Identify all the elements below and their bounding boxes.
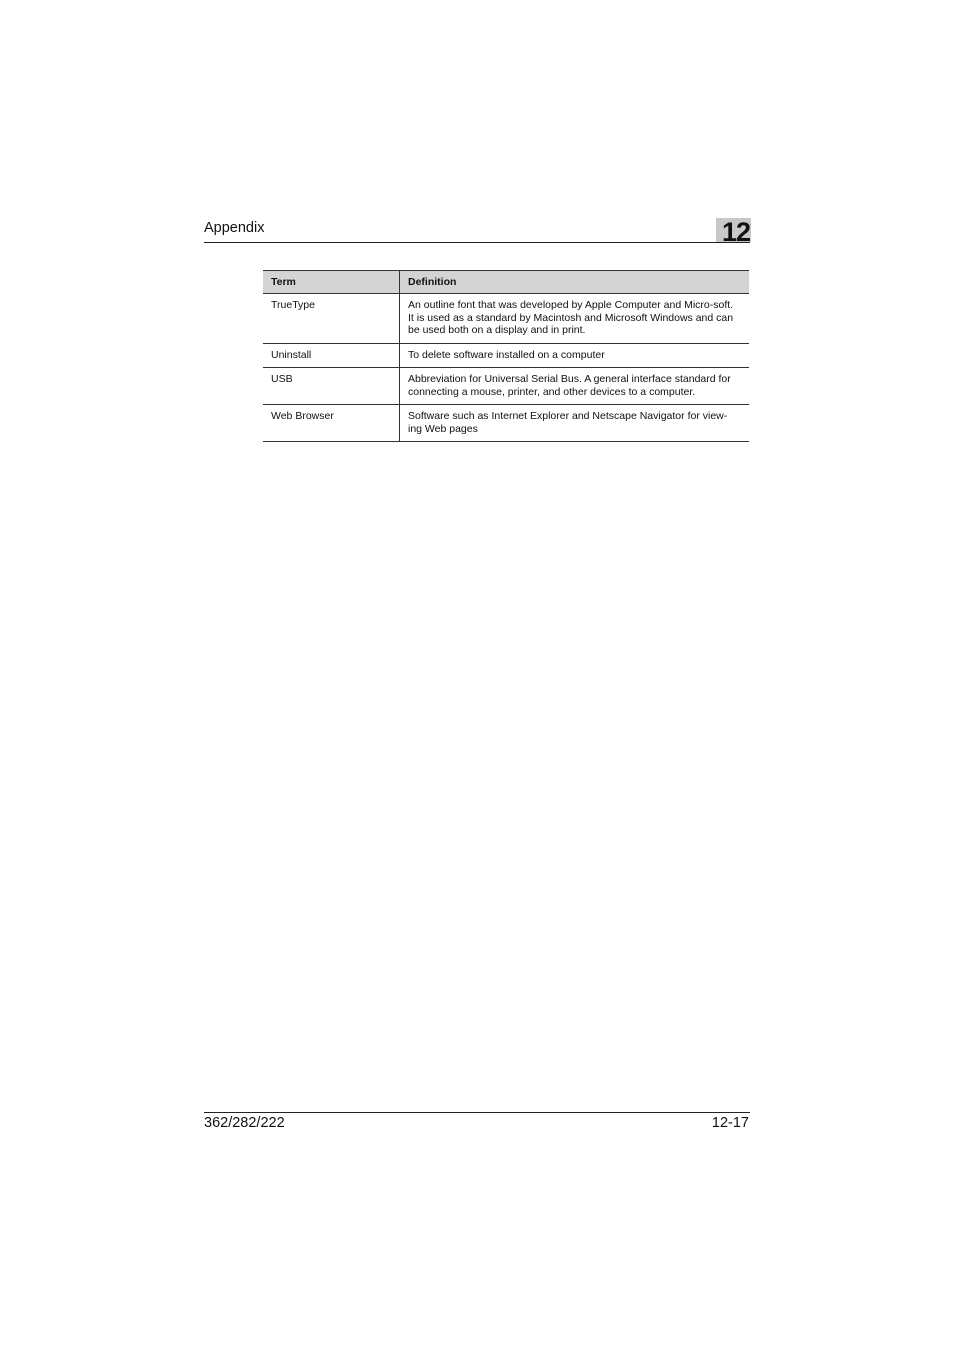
definition-cell: Abbreviation for Universal Serial Bus. A general interface standard for connecting a mouse, printer, and other devices to a computer. [400, 368, 750, 405]
table-header-row [263, 271, 749, 294]
term-cell: Uninstall [263, 343, 400, 368]
term-cell: USB [263, 368, 400, 405]
header-divider [204, 242, 750, 243]
model-numbers: 362/282/222 [204, 1115, 285, 1131]
definition-cell: An outline font that was developed by Apple Computer and Micro-soft. It is used as a standard by Macintosh and Microsoft Windows and can be used both on a display and in print. [400, 294, 750, 344]
column-header-definition: Definition [400, 271, 750, 294]
chapter-badge [716, 218, 751, 242]
page-number: 12-17 [711, 1115, 749, 1131]
table-row [263, 405, 749, 442]
table-row [263, 343, 749, 368]
table-row [263, 294, 749, 344]
section-title: Appendix [204, 220, 265, 236]
definition-cell: To delete software installed on a computer [400, 343, 750, 368]
table-row [263, 368, 749, 405]
definition-cell: Software such as Internet Explorer and Netscape Navigator for view-ing Web pages [400, 405, 750, 442]
glossary-table [263, 270, 749, 442]
chapter-number: 12 [721, 218, 750, 242]
term-cell: TrueType [263, 294, 400, 344]
footer-divider [204, 1112, 750, 1113]
column-header-term: Term [263, 271, 400, 294]
term-cell: Web Browser [263, 405, 400, 442]
